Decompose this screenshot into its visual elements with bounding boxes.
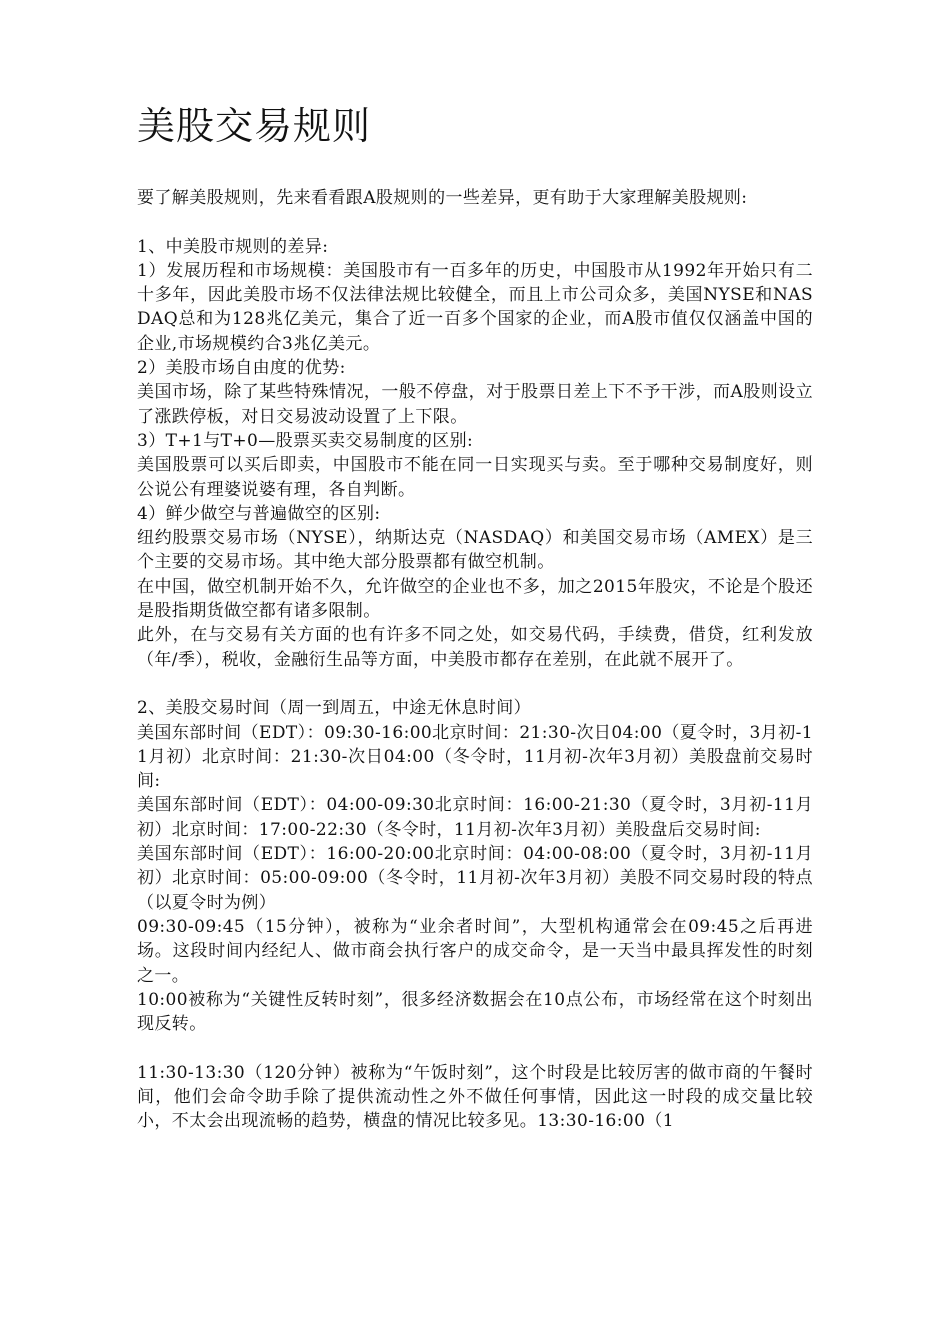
section-2-trading-hours: 2、美股交易时间（周一到周五，中途无休息时间） 美国东部时间（EDT）：09:30-16:00北京时间：21:30-次日04:00（夏令时，3月初-11月初）北京时间：21:30-次日04:00（冬令时，11月初-次年3月初）美股盘前交易时间: 美国东部时间（EDT）：04:00-09:30北京时间：16:00-21:30（夏令时，3月初-11月初）北京时间：17:00-22:30（冬令时，11月初-次年3月初）美股盘后交易时间: 美国东部时间（EDT）：16:00-20:00北京时间：04:00-08:00（夏令时，3月初-11月初）北京时间：05:00-09:00（冬令时，11月初-次年3月初）美股不同交易时段的特点（以夏令时为例） 09:30-09:45（15分钟），被称为“业余者时间”，大型机构通常会在09:45之后再进场。这段时间内经纪人、做市商会执行客户的成交命令，是一天当中最具挥发性的时刻之一。 10:00被称为“关键性反转时刻”，很多经济数据会在10点公布，市场经常在这个时刻出现反转。: [137, 698, 813, 1035]
section-1-differences: 1、中美股市规则的差异: 1）发展历程和市场规模：美国股市有一百多年的历史，中国股市从1992年开始只有二十多年，因此美股市场不仅法律法规比较健全，而且上市公司众多，美国NYSE和NASDAQ总和为128兆亿美元，集合了近一百多个国家的企业，而A股市值仅仅涵盖中国的企业,市场规模约合3兆亿美元。 2）美股市场自由度的优势: 美国市场，除了某些特殊情况，一般不停盘，对于股票日差上下不予干涉，而A股则设立了涨跌停板，对日交易波动设置了上下限。 3）T+1与T+0—股票买卖交易制度的区别: 美国股票可以买后即卖，中国股市不能在同一日实现买与卖。至于哪种交易制度好，则公说公有理婆说婆有理，各自判断。 4）鲜少做空与普遍做空的区别: 纽约股票交易市场（NYSE），纳斯达克（NASDAQ）和美国交易市场（AMEX）是三个主要的交易市场。其中绝大部分股票都有做空机制。 在中国，做空机制开始不久，允许做空的企业也不多，加之2015年股灾，不论是个股还是股指期货做空都有诸多限制。 此外，在与交易有关方面的也有许多不同之处，如交易代码，手续费，借贷，红利发放（年/季），税收，金融衍生品等方面，中美股市都存在差别，在此就不展开了。: [137, 236, 813, 670]
lunch-time-paragraph: 11:30-13:30（120分钟）被称为“午饭时刻”，这个时段是比较厉害的做市商的午餐时间，他们会命令助手除了提供流动性之外不做任何事情，因此这一时段的成交量比较小，不太会出现流畅的趋势，横盘的情况比较多见。13:30-16:00（1: [137, 1062, 813, 1132]
document-title: 美股交易规则: [137, 104, 372, 148]
document-body: [137, 186, 813, 1134]
intro-paragraph: 要了解美股规则，先来看看跟A股规则的一些差异，更有助于大家理解美股规则:: [137, 188, 748, 208]
